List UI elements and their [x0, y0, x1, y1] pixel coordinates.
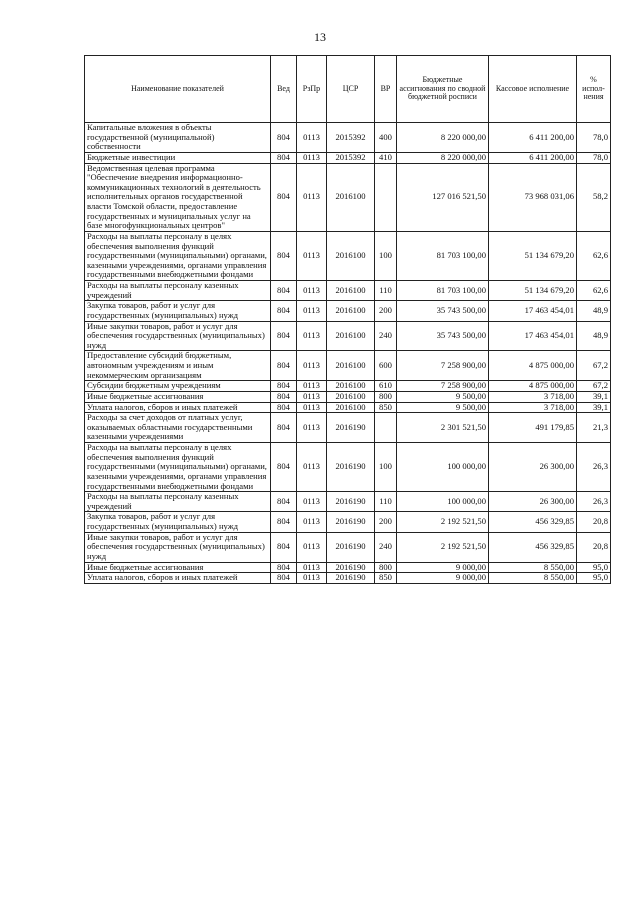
table-row: [85, 301, 611, 321]
header-plan: Бюджетные ассигнования по сводной бюджетной росписи: [397, 56, 489, 123]
cell-name: Уплата налогов, сборов и иных платежей: [85, 573, 271, 584]
table-row: [85, 231, 611, 280]
cell-ved: 804: [271, 152, 297, 163]
cell-csr: 2016190: [327, 573, 375, 584]
table-row: [85, 413, 611, 443]
cell-pct: 62,6: [577, 281, 611, 301]
cell-csr: 2016100: [327, 391, 375, 402]
cell-csr: 2016100: [327, 321, 375, 351]
cell-csr: 2016190: [327, 413, 375, 443]
cell-rzpr: 0113: [297, 381, 327, 392]
cell-rzpr: 0113: [297, 351, 327, 381]
cell-pct: 39,1: [577, 402, 611, 413]
table-row: [85, 163, 611, 231]
cell-vr: 850: [375, 573, 397, 584]
cell-ved: 804: [271, 402, 297, 413]
cell-rzpr: 0113: [297, 321, 327, 351]
cell-name: Расходы на выплаты персоналу в целях обеспечения выполнения функций государственными (муниципальными) органами, казенными учреждениями, органами управления государственными внебюджетными фондами: [85, 231, 271, 280]
cell-vr: [375, 413, 397, 443]
cell-ved: 804: [271, 512, 297, 532]
cell-rzpr: 0113: [297, 562, 327, 573]
cell-vr: 800: [375, 391, 397, 402]
cell-csr: 2015392: [327, 123, 375, 153]
cell-pct: 26,3: [577, 443, 611, 492]
cell-csr: 2016100: [327, 402, 375, 413]
cell-fact: 3 718,00: [489, 402, 577, 413]
header-rzpr: РзПр: [297, 56, 327, 123]
cell-pct: 58,2: [577, 163, 611, 231]
cell-ved: 804: [271, 123, 297, 153]
cell-fact: 51 134 679,20: [489, 231, 577, 280]
cell-pct: 67,2: [577, 381, 611, 392]
cell-vr: 800: [375, 562, 397, 573]
cell-rzpr: 0113: [297, 512, 327, 532]
cell-vr: 200: [375, 512, 397, 532]
cell-ved: 804: [271, 281, 297, 301]
cell-name: Бюджетные инвестиции: [85, 152, 271, 163]
cell-plan: 35 743 500,00: [397, 301, 489, 321]
cell-fact: 4 875 000,00: [489, 381, 577, 392]
cell-name: Субсидии бюджетным учреждениям: [85, 381, 271, 392]
cell-ved: 804: [271, 573, 297, 584]
table-row: [85, 391, 611, 402]
cell-rzpr: 0113: [297, 573, 327, 584]
cell-plan: 35 743 500,00: [397, 321, 489, 351]
cell-name: Уплата налогов, сборов и иных платежей: [85, 402, 271, 413]
cell-rzpr: 0113: [297, 231, 327, 280]
cell-ved: 804: [271, 231, 297, 280]
cell-plan: 127 016 521,50: [397, 163, 489, 231]
table-row: [85, 573, 611, 584]
cell-rzpr: 0113: [297, 152, 327, 163]
cell-name: Закупка товаров, работ и услуг для государственных (муниципальных) нужд: [85, 301, 271, 321]
cell-rzpr: 0113: [297, 391, 327, 402]
header-name: Наименование показателей: [85, 56, 271, 123]
cell-vr: 110: [375, 492, 397, 512]
cell-ved: 804: [271, 351, 297, 381]
cell-ved: 804: [271, 321, 297, 351]
cell-fact: 491 179,85: [489, 413, 577, 443]
cell-name: Иные закупки товаров, работ и услуг для обеспечения государственных (муниципальных) нужд: [85, 321, 271, 351]
cell-ved: 804: [271, 301, 297, 321]
cell-name: Предоставление субсидий бюджетным, автономным учреждениям и иным некоммерческим организациям: [85, 351, 271, 381]
cell-ved: 804: [271, 163, 297, 231]
cell-rzpr: 0113: [297, 163, 327, 231]
cell-plan: 9 500,00: [397, 391, 489, 402]
cell-pct: 78,0: [577, 123, 611, 153]
cell-rzpr: 0113: [297, 123, 327, 153]
cell-pct: 48,9: [577, 301, 611, 321]
cell-name: Иные закупки товаров, работ и услуг для обеспечения государственных (муниципальных) нужд: [85, 532, 271, 562]
cell-vr: 600: [375, 351, 397, 381]
cell-csr: 2015392: [327, 152, 375, 163]
cell-vr: 410: [375, 152, 397, 163]
table-row: [85, 562, 611, 573]
cell-vr: 110: [375, 281, 397, 301]
cell-name: Закупка товаров, работ и услуг для государственных (муниципальных) нужд: [85, 512, 271, 532]
cell-vr: 100: [375, 443, 397, 492]
cell-pct: 26,3: [577, 492, 611, 512]
table-row: [85, 512, 611, 532]
cell-pct: 95,0: [577, 562, 611, 573]
table-row: [85, 492, 611, 512]
cell-name: Расходы на выплаты персоналу казенных учреждений: [85, 281, 271, 301]
cell-ved: 804: [271, 492, 297, 512]
cell-plan: 81 703 100,00: [397, 231, 489, 280]
cell-plan: 9 500,00: [397, 402, 489, 413]
cell-fact: 456 329,85: [489, 512, 577, 532]
cell-name: Иные бюджетные ассигнования: [85, 391, 271, 402]
cell-ved: 804: [271, 443, 297, 492]
cell-vr: 200: [375, 301, 397, 321]
cell-plan: 2 301 521,50: [397, 413, 489, 443]
cell-pct: 67,2: [577, 351, 611, 381]
cell-name: Ведомственная целевая программа "Обеспечение внедрения информационно-коммуникационных технологий в деятельность исполнительных органов государственной власти Томской области, предоставление государственных и муниципальных услуг на базе многофункциональных центров": [85, 163, 271, 231]
table-header-row: [85, 56, 611, 123]
cell-rzpr: 0113: [297, 402, 327, 413]
header-vr: ВР: [375, 56, 397, 123]
header-fact: Кассовое исполнение: [489, 56, 577, 123]
cell-plan: 9 000,00: [397, 562, 489, 573]
cell-name: Расходы на выплаты персоналу казенных учреждений: [85, 492, 271, 512]
cell-pct: 95,0: [577, 573, 611, 584]
cell-csr: 2016190: [327, 492, 375, 512]
cell-fact: 26 300,00: [489, 443, 577, 492]
cell-pct: 62,6: [577, 231, 611, 280]
cell-name: Иные бюджетные ассигнования: [85, 562, 271, 573]
cell-csr: 2016190: [327, 512, 375, 532]
cell-pct: 21,3: [577, 413, 611, 443]
table-row: [85, 351, 611, 381]
cell-fact: 4 875 000,00: [489, 351, 577, 381]
cell-vr: 610: [375, 381, 397, 392]
table-row: [85, 123, 611, 153]
cell-vr: 400: [375, 123, 397, 153]
cell-name: Расходы на выплаты персоналу в целях обеспечения выполнения функций государственными (муниципальными) органами, казенными учреждениями, органами управления государственными внебюджетными фондами: [85, 443, 271, 492]
cell-plan: 7 258 900,00: [397, 381, 489, 392]
cell-vr: 240: [375, 321, 397, 351]
cell-plan: 100 000,00: [397, 492, 489, 512]
cell-csr: 2016100: [327, 351, 375, 381]
table-row: [85, 152, 611, 163]
cell-pct: 39,1: [577, 391, 611, 402]
cell-fact: 8 550,00: [489, 562, 577, 573]
cell-ved: 804: [271, 413, 297, 443]
cell-plan: 7 258 900,00: [397, 351, 489, 381]
cell-plan: 2 192 521,50: [397, 532, 489, 562]
cell-rzpr: 0113: [297, 532, 327, 562]
table-row: [85, 281, 611, 301]
table-row: [85, 381, 611, 392]
cell-pct: 48,9: [577, 321, 611, 351]
cell-rzpr: 0113: [297, 281, 327, 301]
cell-plan: 9 000,00: [397, 573, 489, 584]
cell-fact: 6 411 200,00: [489, 123, 577, 153]
cell-csr: 2016100: [327, 231, 375, 280]
cell-fact: 456 329,85: [489, 532, 577, 562]
table-row: [85, 321, 611, 351]
cell-vr: [375, 163, 397, 231]
cell-rzpr: 0113: [297, 301, 327, 321]
cell-plan: 2 192 521,50: [397, 512, 489, 532]
cell-name: Расходы за счет доходов от платных услуг, оказываемых областными государственными казенными учреждениями: [85, 413, 271, 443]
cell-fact: 51 134 679,20: [489, 281, 577, 301]
cell-csr: 2016100: [327, 281, 375, 301]
cell-plan: 8 220 000,00: [397, 123, 489, 153]
page-number: 13: [314, 30, 326, 44]
cell-fact: 8 550,00: [489, 573, 577, 584]
cell-pct: 20,8: [577, 512, 611, 532]
table-body: [85, 123, 611, 584]
cell-ved: 804: [271, 562, 297, 573]
cell-ved: 804: [271, 391, 297, 402]
table-row: [85, 443, 611, 492]
table-row: [85, 402, 611, 413]
cell-plan: 81 703 100,00: [397, 281, 489, 301]
cell-csr: 2016190: [327, 562, 375, 573]
cell-vr: 850: [375, 402, 397, 413]
cell-csr: 2016100: [327, 163, 375, 231]
cell-rzpr: 0113: [297, 443, 327, 492]
cell-csr: 2016190: [327, 532, 375, 562]
cell-rzpr: 0113: [297, 413, 327, 443]
header-ved: Вед: [271, 56, 297, 123]
cell-fact: 73 968 031,06: [489, 163, 577, 231]
cell-pct: 78,0: [577, 152, 611, 163]
cell-vr: 240: [375, 532, 397, 562]
cell-plan: 100 000,00: [397, 443, 489, 492]
cell-fact: 17 463 454,01: [489, 321, 577, 351]
cell-csr: 2016100: [327, 381, 375, 392]
cell-csr: 2016100: [327, 301, 375, 321]
header-csr: ЦСР: [327, 56, 375, 123]
cell-fact: 17 463 454,01: [489, 301, 577, 321]
budget-table: [84, 55, 611, 584]
cell-plan: 8 220 000,00: [397, 152, 489, 163]
cell-name: Капитальные вложения в объекты государственной (муниципальной) собственности: [85, 123, 271, 153]
header-pct: % испол-нения: [577, 56, 611, 123]
cell-vr: 100: [375, 231, 397, 280]
cell-fact: 3 718,00: [489, 391, 577, 402]
cell-pct: 20,8: [577, 532, 611, 562]
cell-ved: 804: [271, 532, 297, 562]
cell-fact: 26 300,00: [489, 492, 577, 512]
cell-ved: 804: [271, 381, 297, 392]
table-row: [85, 532, 611, 562]
cell-csr: 2016190: [327, 443, 375, 492]
cell-rzpr: 0113: [297, 492, 327, 512]
cell-fact: 6 411 200,00: [489, 152, 577, 163]
